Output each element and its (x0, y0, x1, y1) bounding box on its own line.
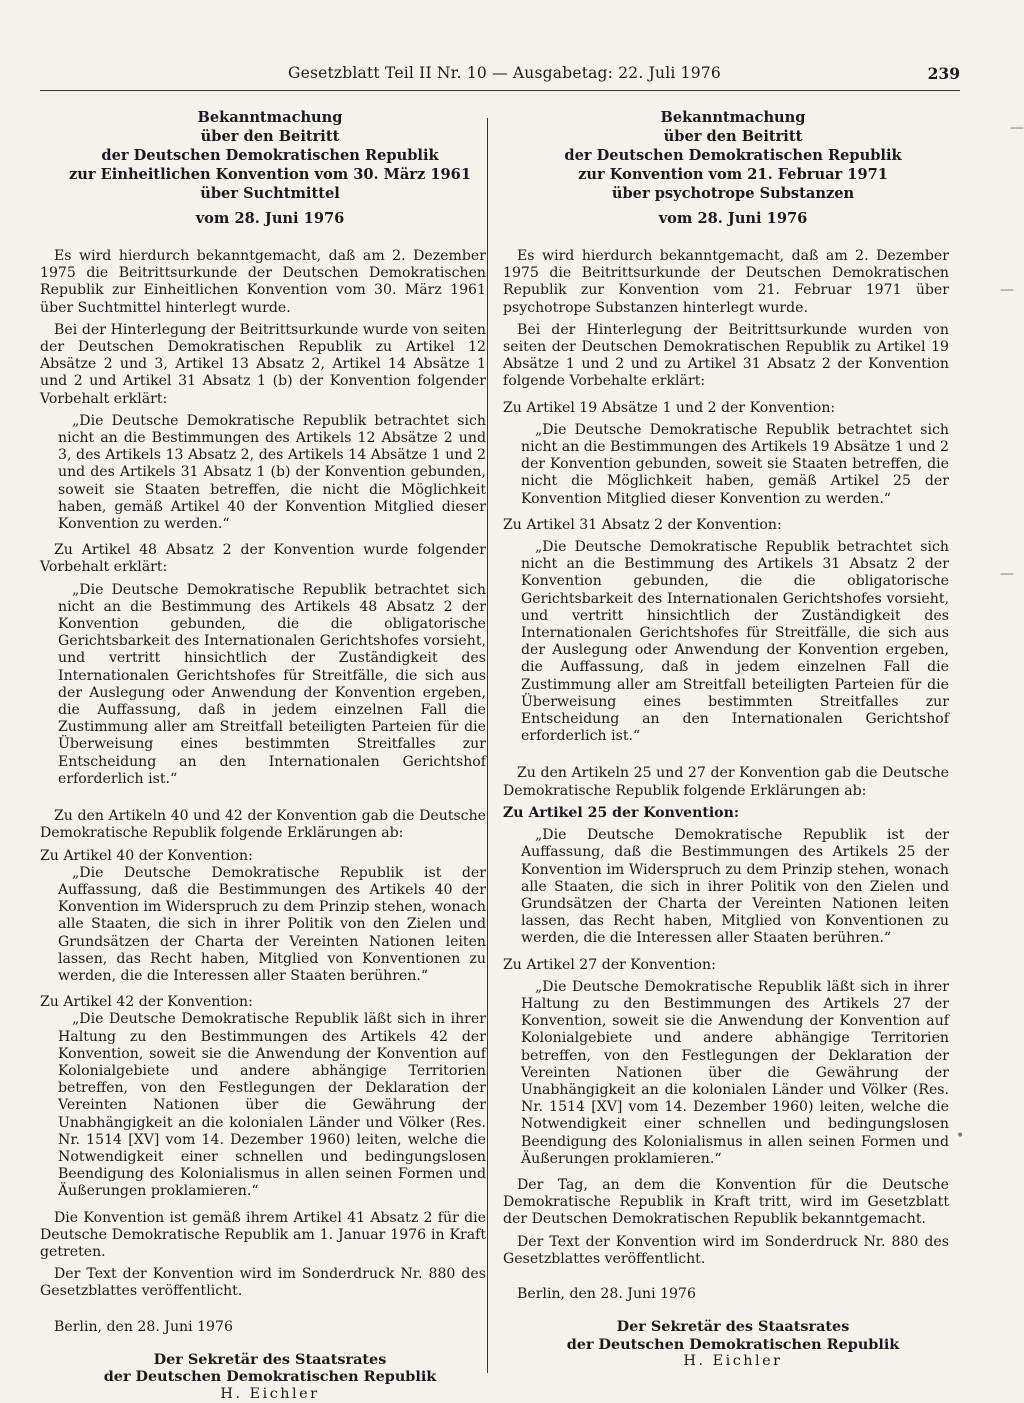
left-column (40, 108, 486, 1403)
left-title-line-5: über Suchtmittel (200, 185, 340, 202)
left-signature (40, 1351, 486, 1403)
right-label-4: Zu Artikel 27 der Konvention: (503, 956, 716, 973)
right-column (503, 108, 949, 1371)
left-label-2: Zu Artikel 42 der Konvention: (40, 994, 253, 1011)
right-title-line-5: über psychotrope Substanzen (611, 185, 855, 202)
scan-mark-2: — (1000, 282, 1014, 298)
left-quote-3: „Die Deutsche Demokratische Republik ist der Auffassung, daß die Bestimmungen des Artikels 40 der Konvention im Widerspruch zu dem Prinzip stehen, wonach alle Staaten, die sich in ihrer Politik von den Zielen und Grundsätzen der Charta der Vereinten Nationen leiten lassen, das Recht haben, Mitglied von Konventionen zu werden, die die Interessen aller Staaten berühren.“ (58, 864, 486, 984)
right-title-line-2: über den Beitritt (663, 128, 803, 145)
left-place-date: Berlin, den 28. Juni 1976 (54, 1318, 233, 1335)
scan-mark-4: • (956, 1128, 965, 1144)
right-signature-line-1: Der Sekretär des Staatsrates (616, 1318, 850, 1336)
right-quote-3: „Die Deutsche Demokratische Republik ist der Auffassung, daß die Bestimmungen des Artikels 25 der Konvention im Widerspruch zu dem Prinzip stehen, wonach alle Staaten, die sich in ihrer Politik von den Zielen und Grundsätzen der Charta der Vereinten Nationen leiten lassen, das Recht haben, Mitglied von Konventionen zu werden, die die Interessen aller Staaten berühren.“ (521, 827, 949, 947)
left-paragraph-2: Bei der Hinterlegung der Beitrittsurkunde wurde von seiten der Deutschen Demokratischen Republik zu Artikel 12 Absätze 2 und 3, Artikel 13 Absatz 2, Artikel 14 Absätze 1 und 2 und Artikel 31 Absatz 1 (b) der Konvention folgender Vorbehalt erklärt: (40, 321, 486, 407)
right-paragraph-5: Der Text der Konvention wird im Sonderdruck Nr. 880 des Gesetzblattes veröffentlicht. (503, 1233, 949, 1267)
right-title-line-4: zur Konvention vom 21. Februar 1971 (578, 166, 888, 183)
right-signature-line-2: der Deutschen Demokratischen Republik (566, 1335, 900, 1353)
page-header (40, 64, 960, 91)
left-label-1: Zu Artikel 40 der Konvention: (40, 847, 253, 864)
right-date-line: vom 28. Juni 1976 (658, 210, 808, 227)
right-quote-1: „Die Deutsche Demokratische Republik betrachtet sich nicht an die Bestimmungen des Artikels 19 Absätze 1 und 2 der Konvention gebunden, soweit sie Staaten betreffen, die nicht die Möglichkeit haben, gemäß Artikel 25 der Konvention Mitglied dieser Konvention zu werden.“ (521, 421, 949, 507)
right-quote-2: „Die Deutsche Demokratische Republik betrachtet sich nicht an die Bestimmung des Artikels 31 Absatz 2 der Konvention gebunden, die die obligatorische Gerichtsbarkeit des Internationalen Gerichtshofes vorsieht, und vertritt hinsichtlich der Zuständigkeit des Internationalen Gerichtshofes für Streitfälle, die sich aus der Auslegung oder Anwendung der Konvention ergeben, die Auffassung, daß in jedem einzelnen Fall die Zustimmung aller am Streitfall beteiligten Parteien für die Überweisung eines bestimmten Streitfalles zur Entscheidung an den Internationalen Gerichtshof erforderlich ist.“ (521, 539, 949, 745)
left-signature-name: H. Eichler (220, 1385, 320, 1402)
left-quote-2: „Die Deutsche Demokratische Republik betrachtet sich nicht an die Bestimmung des Artikels 48 Absatz 2 der Konvention gebunden, die die obligatorische Gerichtsbarkeit des Internationalen Gerichtshofes vorsieht, und vertritt hinsichtlich der Zuständigkeit des Internationalen Gerichtshofes für Streitfälle, die sich aus der Auslegung oder Anwendung der Konvention ergeben, die Auffassung, daß in jedem einzelnen Fall die Zustimmung aller am Streitfall beteiligten Parteien für die Überweisung eines bestimmten Streitfalles zur Entscheidung an den Internationalen Gerichtshof erforderlich ist.“ (58, 581, 486, 787)
right-title-line-3: der Deutschen Demokratischen Republik (564, 147, 902, 164)
right-signature (503, 1318, 949, 1371)
left-title-line-3: der Deutschen Demokratischen Republik (101, 147, 439, 164)
right-label-1: Zu Artikel 19 Absätze 1 und 2 der Konvention: (503, 399, 836, 416)
right-title-line-1: Bekanntmachung (660, 109, 806, 126)
scan-mark-1: — (1010, 120, 1024, 136)
left-date-line: vom 28. Juni 1976 (195, 210, 345, 227)
left-quote-4: „Die Deutsche Demokratische Republik läßt sich in ihrer Haltung zu den Bestimmungen des Artikels 42 der Konvention, soweit sie die Anwendung der Konvention auf Kolonialgebiete und andere abhängige Territorien betreffen, von den Festlegungen der Deklaration der Vereinten Nationen über die Gewährung der Unabhängigkeit an die kolonialen Länder und Völker (Res. Nr. 1514 [XV] vom 14. Dezember 1960) leiten, welche die Notwendigkeit einer schnellen und bedingungslosen Beendigung des Kolonialismus in allen seinen Formen und Äußerungen proklamieren.“ (58, 1011, 486, 1200)
left-signature-line-2: der Deutschen Demokratischen Republik (103, 1368, 437, 1386)
right-paragraph-4: Der Tag, an dem die Konvention für die Deutsche Demokratische Republik in Kraft tritt, wird im Gesetzblatt der Deutschen Demokratischen Republik bekanntgemacht. (503, 1176, 949, 1228)
right-paragraph-2: Bei der Hinterlegung der Beitrittsurkunde wurden von seiten der Deutschen Demokratischen Republik zu Artikel 19 Absätze 1 und 2 und zu Artikel 31 Absatz 2 der Konvention folgende Vorbehalte erklärt: (503, 321, 949, 390)
left-paragraph-6: Der Text der Konvention wird im Sonderdruck Nr. 880 des Gesetzblattes veröffentlicht. (40, 1266, 486, 1300)
right-paragraph-1: Es wird hierdurch bekanntgemacht, daß am 2. Dezember 1975 die Beitrittsurkunde der Deutschen Demokratischen Republik zur Konvention vom 21. Februar 1971 über psychotrope Substanzen hinterlegt wurde. (503, 248, 949, 316)
left-paragraph-3: Zu Artikel 48 Absatz 2 der Konvention wurde folgender Vorbehalt erklärt: (40, 542, 486, 576)
right-paragraph-3: Zu den Artikeln 25 und 27 der Konvention gab die Deutsche Demokratische Republik folgende Erklärungen ab: (503, 765, 949, 799)
scan-mark-3: — (1000, 566, 1014, 582)
right-signature-name: H. Eichler (683, 1353, 783, 1370)
left-paragraph-1: Es wird hierdurch bekanntgemacht, daß am 2. Dezember 1975 die Beitrittsurkunde der Deutschen Demokratischen Republik zur Einheitlichen Konvention vom 30. März 1961 über Suchtmittel hinterlegt wurde. (40, 248, 486, 316)
right-label-2: Zu Artikel 31 Absatz 2 der Konvention: (503, 516, 782, 533)
right-place-date: Berlin, den 28. Juni 1976 (517, 1285, 696, 1302)
left-paragraph-5: Die Konvention ist gemäß ihrem Artikel 41 Absatz 2 für die Deutsche Demokratische Republik am 1. Januar 1976 in Kraft getreten. (40, 1209, 486, 1260)
page-number: 239 (927, 64, 960, 83)
left-title-line-1: Bekanntmachung (197, 109, 343, 126)
running-title: Gesetzblatt Teil II Nr. 10 — Ausgabetag: 22. Juli 1976 (288, 64, 721, 82)
column-divider (487, 118, 488, 1373)
right-quote-4: „Die Deutsche Demokratische Republik läßt sich in ihrer Haltung zu den Bestimmungen des Artikels 27 der Konvention, soweit sie die Anwendung der Konvention auf Kolonialgebiete und andere abhängige Territorien betreffen, von den Festlegungen der Deklaration der Vereinten Nationen über die Gewährung der Unabhängigkeit an die kolonialen Länder und Völker (Res. Nr. 1514 [XV] vom 14. Dezember 1960) leiten, welche die Notwendigkeit einer schnellen und bedingungslosen Beendigung des Kolonialismus in allen seinen Formen und Äußerungen proklamieren.“ (521, 978, 949, 1167)
left-title-line-4: zur Einheitlichen Konvention vom 30. März 1961 (69, 166, 471, 183)
left-signature-line-1: Der Sekretär des Staatsrates (153, 1350, 387, 1368)
left-quote-1: „Die Deutsche Demokratische Republik betrachtet sich nicht an die Bestimmungen des Artikels 12 Absätze 2 und 3, des Artikels 13 Absatz 2, des Artikels 14 Absätze 1 und 2 und des Artikels 31 Absatz 1 (b) der Konvention gebunden, soweit sie Staaten betreffen, die nicht die Möglichkeit haben, gemäß Artikel 40 der Konvention Mitglied dieser Konvention zu werden.“ (58, 412, 486, 533)
left-paragraph-4: Zu den Artikeln 40 und 42 der Konvention gab die Deutsche Demokratische Republik folgende Erklärungen ab: (40, 808, 486, 842)
left-title-line-2: über den Beitritt (200, 128, 340, 145)
right-label-3: Zu Artikel 25 der Konvention: (503, 804, 740, 821)
